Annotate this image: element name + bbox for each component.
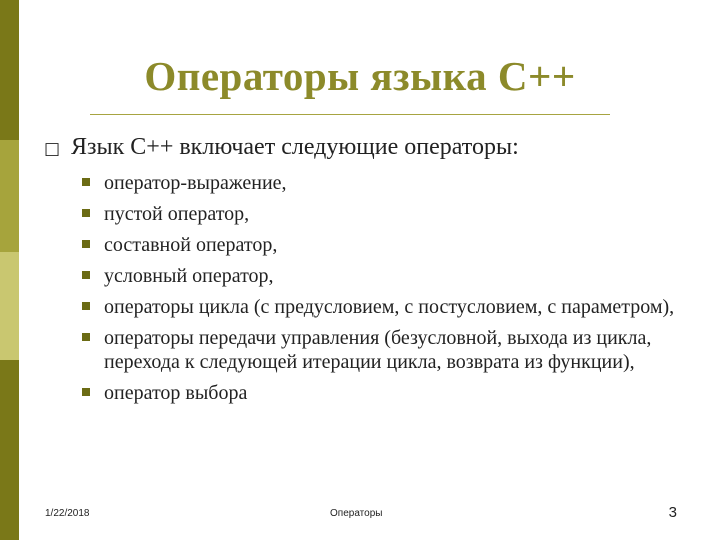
list-item	[82, 233, 682, 257]
filled-square-icon	[82, 271, 90, 279]
filled-square-icon	[82, 209, 90, 217]
list-item-text: оператор выбора	[104, 382, 248, 404]
list-item-text: условный оператор,	[104, 265, 274, 287]
list-item	[82, 326, 682, 374]
list-item	[82, 381, 682, 405]
list-item-text: пустой оператор,	[104, 203, 250, 225]
side-bar-segment-3	[0, 252, 19, 360]
list-item	[82, 264, 682, 288]
list-item-text: составной оператор,	[104, 234, 278, 256]
filled-square-icon	[82, 388, 90, 396]
list-item	[82, 295, 682, 319]
list-item-text: оператор-выражение,	[104, 172, 287, 194]
filled-square-icon	[82, 333, 90, 341]
hollow-square-icon: □	[44, 139, 61, 159]
side-bar-segment-2	[0, 140, 19, 252]
list-item	[82, 202, 682, 226]
list-item	[82, 171, 682, 195]
page-number: 3	[668, 504, 677, 521]
filled-square-icon	[82, 240, 90, 248]
title-divider	[90, 114, 610, 115]
filled-square-icon	[82, 302, 90, 310]
side-bar-segment-4	[0, 360, 19, 540]
footer-label: Операторы	[330, 508, 383, 519]
filled-square-icon	[82, 178, 90, 186]
slide-title: Операторы языка С++	[144, 53, 576, 99]
main-bullet-text: Язык С++ включает следующие операторы:	[71, 134, 519, 160]
footer-date: 1/22/2018	[45, 508, 90, 519]
list-item-text: операторы передачи управления (безусловной, выхода из цикла, перехода к следующей итерации цикла, возврата из функции),	[104, 327, 652, 373]
list-item-text: операторы цикла (с предусловием, с постусловием, с параметром),	[104, 296, 675, 318]
sub-bullet-list	[82, 171, 682, 412]
